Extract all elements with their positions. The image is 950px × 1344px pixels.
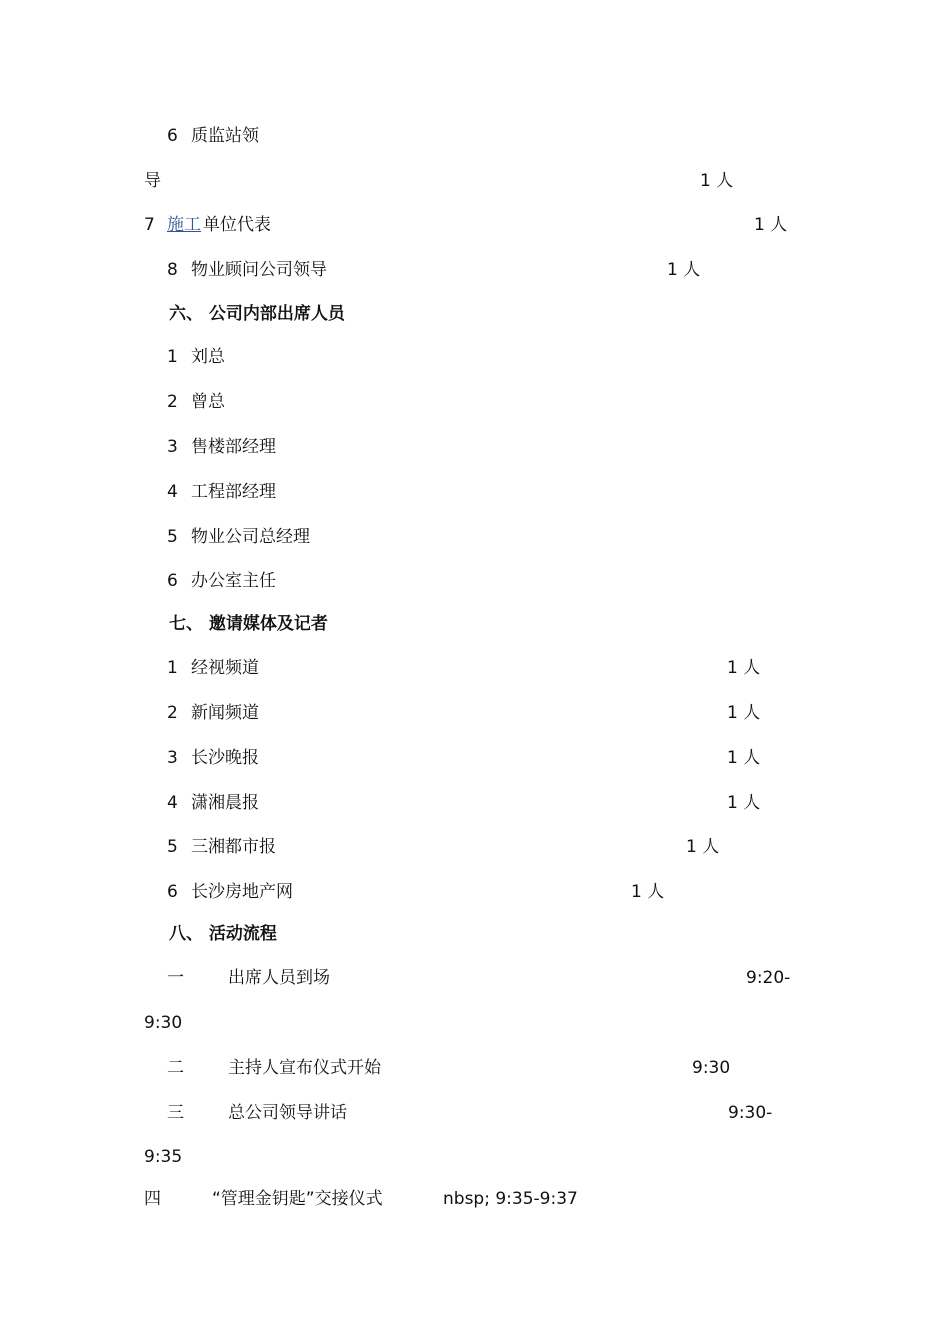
item-number: 5 [167, 527, 178, 547]
section-heading-7: 七、 邀请媒体及记者 [169, 614, 328, 634]
step-time: 9:30- [728, 1103, 773, 1123]
step-text: 出席人员到场 [228, 968, 330, 988]
item-text: 新闻频道 [191, 703, 259, 723]
item-count: 1 人 [631, 882, 665, 902]
item-text: 工程部经理 [191, 482, 276, 502]
step-number: 四 [144, 1189, 161, 1209]
item-text: 质监站领 [191, 126, 259, 146]
item-count: 1 人 [686, 837, 720, 857]
item-text: 刘总 [191, 347, 225, 367]
item-number: 6 [167, 126, 178, 146]
item-text: 长沙晚报 [191, 748, 259, 768]
item-text: 办公室主任 [191, 571, 276, 591]
item-number: 1 [167, 658, 178, 678]
item-count: 1 人 [667, 260, 701, 280]
item-text: 三湘都市报 [191, 837, 276, 857]
step-time: 9:30 [692, 1058, 731, 1078]
item-text: 导 [144, 171, 161, 191]
item-count: 1 人 [727, 793, 761, 813]
step-time-continued: 9:35 [144, 1147, 183, 1167]
item-number: 3 [167, 748, 178, 768]
item-number: 8 [167, 260, 178, 280]
item-count: 1 人 [727, 658, 761, 678]
item-number: 7 [144, 215, 155, 235]
step-time: nbsp; 9:35-9:37 [443, 1189, 578, 1209]
item-number: 2 [167, 392, 178, 412]
item-text: 潇湘晨报 [191, 793, 259, 813]
step-text: “管理金钥匙”交接仪式 [212, 1189, 383, 1209]
item-text: 经视频道 [191, 658, 259, 678]
step-time: 9:20- [746, 968, 791, 988]
item-number: 6 [167, 882, 178, 902]
step-time-continued: 9:30 [144, 1013, 183, 1033]
item-count: 1 人 [727, 703, 761, 723]
item-count: 1 人 [700, 171, 734, 191]
item-number: 4 [167, 482, 178, 502]
step-text: 总公司领导讲话 [228, 1103, 347, 1123]
item-number: 6 [167, 571, 178, 591]
item-text: 单位代表 [203, 215, 271, 235]
item-number: 4 [167, 793, 178, 813]
construction-link[interactable]: 施工 [167, 215, 201, 235]
item-text: 售楼部经理 [191, 437, 276, 457]
section-heading-6: 六、 公司内部出席人员 [169, 304, 345, 324]
step-number: 二 [167, 1058, 184, 1078]
item-text: 物业顾问公司领导 [191, 260, 327, 280]
step-number: 三 [167, 1103, 184, 1123]
item-text: 曾总 [191, 392, 225, 412]
item-number: 3 [167, 437, 178, 457]
item-number: 5 [167, 837, 178, 857]
section-heading-8: 八、 活动流程 [169, 924, 277, 944]
item-count: 1 人 [754, 215, 788, 235]
item-count: 1 人 [727, 748, 761, 768]
step-text: 主持人宣布仪式开始 [228, 1058, 381, 1078]
item-text: 长沙房地产网 [191, 882, 293, 902]
item-text: 物业公司总经理 [191, 527, 310, 547]
item-number: 1 [167, 347, 178, 367]
step-number: 一 [167, 968, 184, 988]
item-number: 2 [167, 703, 178, 723]
